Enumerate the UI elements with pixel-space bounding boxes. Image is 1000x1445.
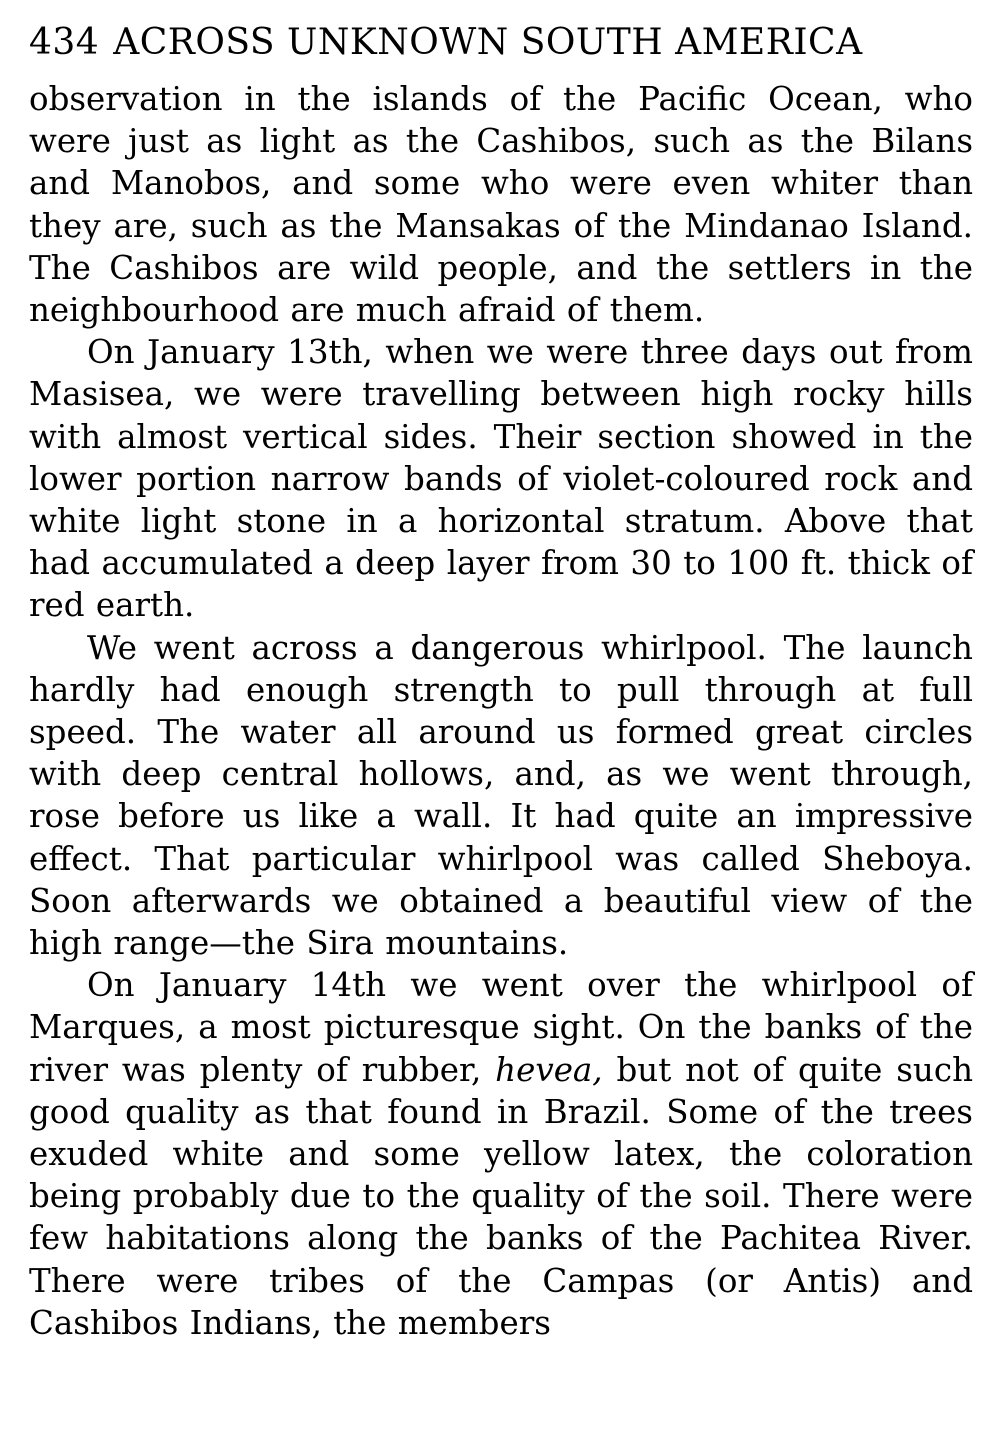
page-number: 434 bbox=[29, 22, 100, 63]
paragraph-4 bbox=[29, 964, 973, 1344]
page-body bbox=[29, 78, 973, 1344]
paragraph-1: observation in the islands of the Pacific Ocean, who were just as light as the Cashibos, such as the Bilans and Manobos, and some who were even whiter than they are, such as the Mansakas of the Mindanao Island. The Cashibos are wild people, and the settlers in the neighbourhood are much afraid of them. bbox=[29, 80, 973, 330]
paragraph-2: On January 13th, when we were three days out from Masisea, we were travelling between high rocky hills with almost vertical sides. Their section showed in the lower portion narrow bands of violet-coloured rock and white light stone in a horizontal stratum. Above that had accumulated a deep layer from 30 to 100 ft. thick of red earth. bbox=[29, 333, 973, 625]
paragraph-4-text-start: On January 14th we went over the whirlpool of Marques, a most picturesque sight. On the banks of the river was plenty of rubber, bbox=[29, 966, 973, 1089]
book-page bbox=[29, 18, 973, 1344]
running-header bbox=[29, 18, 973, 78]
paragraph-4-text-end: but not of quite such good quality as that found in Brazil. Some of the trees exuded white and some yellow latex, the coloration being probably due to the quality of the soil. There were few habitations along the banks of the Pachitea River. There were tribes of the Campas (or Antis) and Cashibos Indians, the members bbox=[29, 1050, 973, 1342]
italic-term-hevea: hevea, bbox=[495, 1050, 603, 1089]
running-title: ACROSS UNKNOWN SOUTH AMERICA bbox=[113, 22, 863, 63]
paragraph-3: We went across a dangerous whirlpool. The launch hardly had enough strength to pull through at full speed. The water all around us formed great circles with deep central hollows, and, as we went through, rose before us like a wall. It had quite an impressive effect. That particular whirlpool was called Sheboya. Soon afterwards we obtained a beautiful view of the high range—the Sira mountains. bbox=[29, 628, 973, 963]
